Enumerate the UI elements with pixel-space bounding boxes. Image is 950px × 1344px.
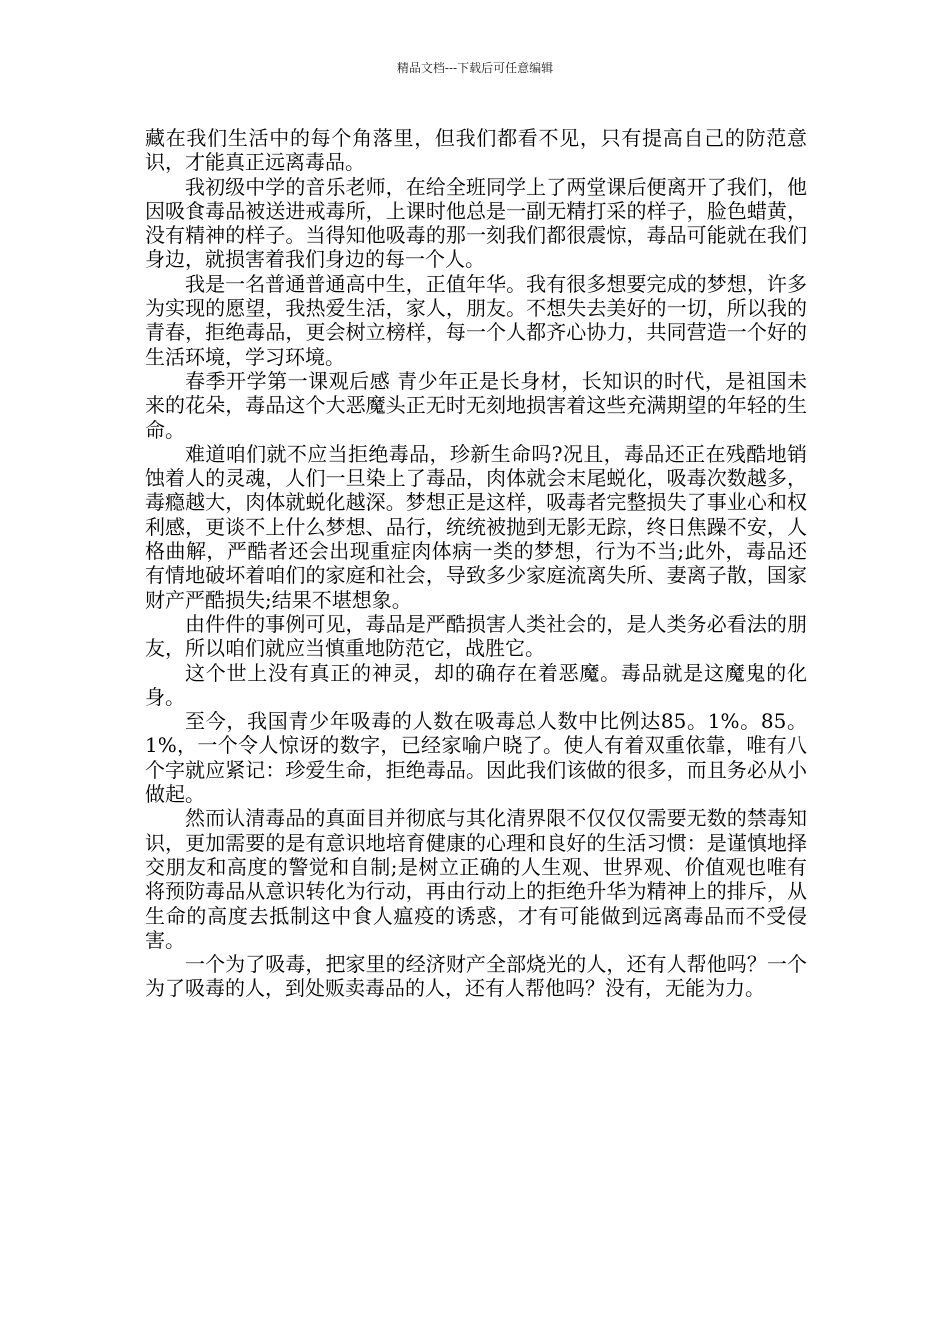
page-header: 精品文档---下载后可任意编辑 (396, 61, 554, 75)
paragraph: 春季开学第一课观后感 青少年正是长身材，长知识的时代，是祖国未来的花朵，毒品这个大恶魔头正无时无刻地损害着这些充满期望的年轻的生命。 (145, 368, 807, 442)
paragraph: 我初级中学的音乐老师，在给全班同学上了两堂课后便离开了我们，他因吸食毒品被送进戒毒所，上课时他总是一副无精打采的样子，脸色蜡黄，没有精神的样子。当得知他吸毒的那一刻我们都很震惊，毒品可能就在我们身边，就损害着我们身边的每一个人。 (145, 174, 807, 272)
paragraph: 我是一名普通普通高中生，正值年华。我有很多想要完成的梦想，许多为实现的愿望，我热爱生活，家人，朋友。不想失去美好的一切，所以我的青春，拒绝毒品，更会树立榜样，每一个人都齐心协力，共同营造一个好的生活环境，学习环境。 (145, 271, 807, 369)
paragraph: 藏在我们生活中的每个角落里，但我们都看不见，只有提高自己的防范意识，才能真正远离毒品。 (145, 126, 807, 175)
document-body (145, 126, 807, 1001)
paragraph: 一个为了吸毒，把家里的经济财产全部烧光的人，还有人帮他吗？一个为了吸毒的人，到处贩卖毒品的人，还有人帮他吗？没有，无能为力。 (145, 952, 807, 1001)
paragraph: 由件件的事例可见，毒品是严酷损害人类社会的，是人类务必看法的朋友，所以咱们就应当慎重地防范它，战胜它。 (145, 611, 807, 661)
paragraph: 至今，我国青少年吸毒的人数在吸毒总人数中比例达85。1%。85。1%，一个令人惊讶的数字，已经家喻户晓了。使人有着双重依靠，唯有八个字就应紧记：珍爱生命，拒绝毒品。因此我们该做的很多，而且务必从小做起。 (145, 709, 807, 807)
paragraph: 然而认清毒品的真面目并彻底与其化清界限不仅仅仅需要无数的禁毒知识，更加需要的是有意识地培育健康的心理和良好的生活习惯：是谨慎地择交朋友和高度的警觉和自制;是树立正确的人生观、世界观、价值观也唯有将预防毒品从意识转化为行动，再由行动上的拒绝升华为精神上的排斥，从生命的高度去抵制这中食人瘟疫的诱惑，才有可能做到远离毒品而不受侵害。 (145, 806, 807, 952)
paragraph: 这个世上没有真正的神灵，却的确存在着恶魔。毒品就是这魔鬼的化身。 (145, 660, 807, 709)
paragraph: 难道咱们就不应当拒绝毒品，珍新生命吗?况且，毒品还正在残酷地销蚀着人的灵魂，人们一旦染上了毒品，肉体就会末尾蜕化，吸毒次数越多，毒瘾越大，肉体就蜕化越深。梦想正是这样，吸毒者完整损失了事业心和权利感，更谈不上什么梦想、品行，统统被抛到无影无踪，终日焦躁不安，人格曲解，严酷者还会出现重症肉体病一类的梦想，行为不当;此外，毒品还有情地破坏着咱们的家庭和社会，导致多少家庭流离失所、妻离子散，国家财产严酷损失;结果不堪想象。 (145, 441, 807, 612)
